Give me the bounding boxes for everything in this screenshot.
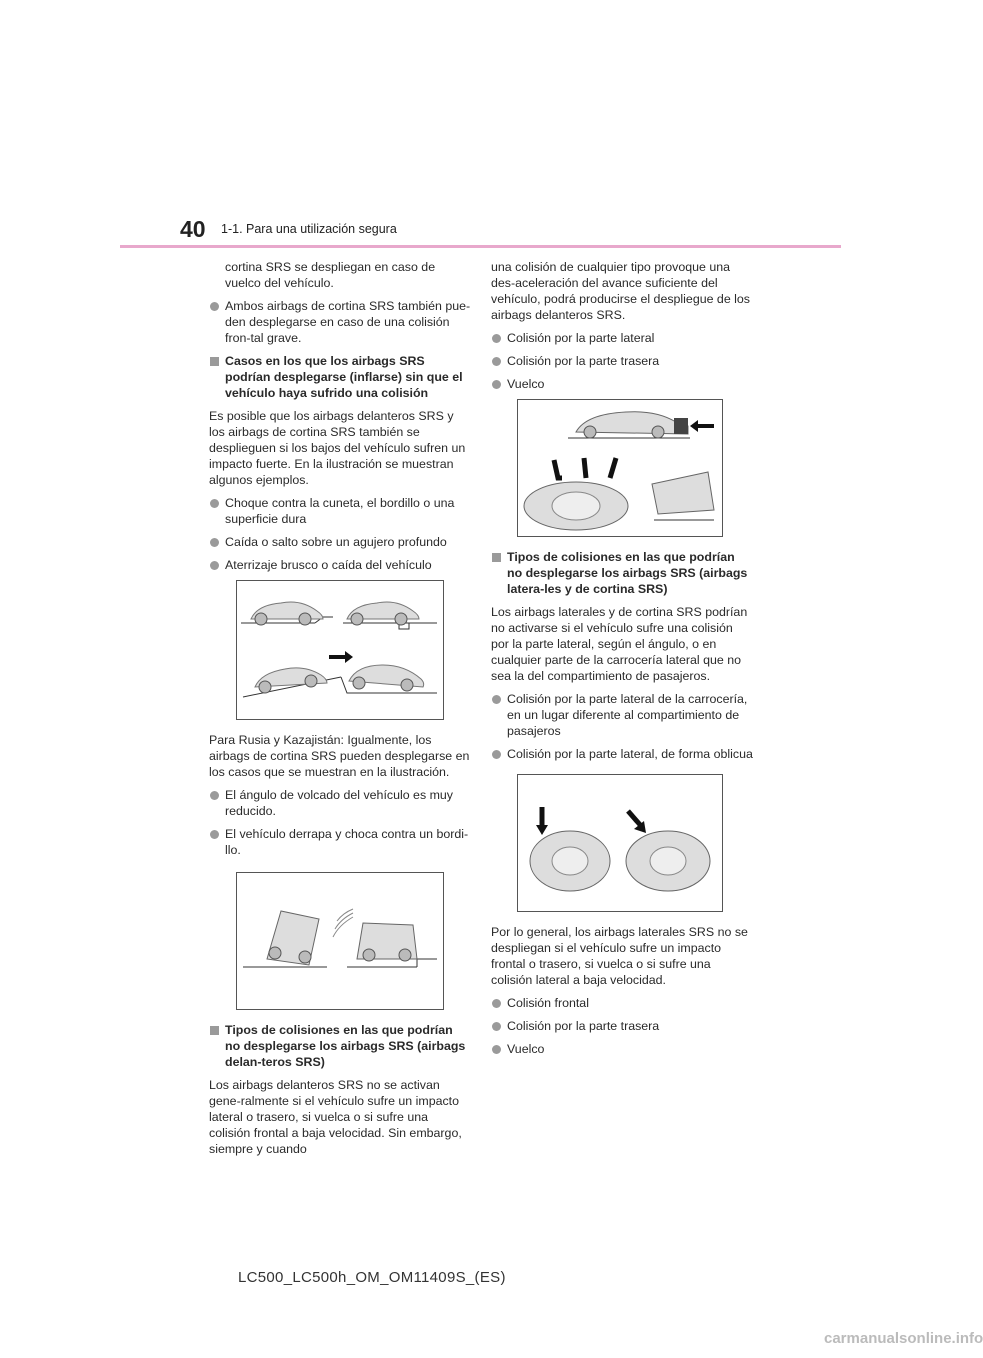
bullet-item: Vuelco bbox=[491, 1041, 753, 1057]
paragraph: cortina SRS se despliegan en caso de vuelco del vehículo. bbox=[225, 260, 436, 290]
bullet-icon bbox=[210, 561, 219, 570]
bullet-icon bbox=[492, 999, 501, 1008]
bullet-icon bbox=[492, 1022, 501, 1031]
bullet-item: Colisión por la parte trasera bbox=[491, 1018, 753, 1034]
paragraph: Los airbags laterales y de cortina SRS podrían no activarse si el vehículo sufre una colisión por la parte lateral, según el ángulo, o en cualquier parte de la carrocería lateral que no sea la del compartimiento de pasajeros. bbox=[491, 605, 748, 683]
header-rule bbox=[120, 245, 841, 248]
left-column bbox=[209, 259, 471, 1164]
bullet-item: Vuelco bbox=[491, 376, 753, 392]
bullet-item: Aterrizaje brusco o caída del vehículo bbox=[209, 557, 471, 573]
bullet-item: Colisión frontal bbox=[491, 995, 753, 1011]
illustration-oblique-side-impact bbox=[517, 774, 723, 912]
bullet-item: Colisión por la parte lateral bbox=[491, 330, 753, 346]
bullet-item: Colisión por la parte trasera bbox=[491, 353, 753, 369]
square-bullet-icon bbox=[210, 357, 219, 366]
bullet-item: Colisión por la parte lateral, de forma oblicua bbox=[491, 746, 753, 762]
bullet-icon bbox=[492, 334, 501, 343]
bullet-item: Colisión por la parte lateral de la carrocería, en un lugar diferente al compartimiento de pasajeros bbox=[491, 691, 753, 739]
bullet-icon bbox=[210, 830, 219, 839]
bullet-icon bbox=[492, 357, 501, 366]
bullet-icon bbox=[492, 380, 501, 389]
bullet-item: Ambos airbags de cortina SRS también pue-den desplegarse en caso de una colisión fron-tal grave. bbox=[209, 298, 471, 346]
bullet-icon bbox=[492, 695, 501, 704]
square-bullet-icon bbox=[492, 553, 501, 562]
paragraph: una colisión de cualquier tipo provoque una des-aceleración del avance suficiente del vehículo, podrá producirse el despliegue de los airbags delanteros SRS. bbox=[491, 260, 750, 322]
bullet-item: El ángulo de volcado del vehículo es muy reducido. bbox=[209, 787, 471, 819]
bullet-icon bbox=[210, 791, 219, 800]
illustration-rollover-curb bbox=[236, 872, 444, 1010]
bullet-icon bbox=[492, 1045, 501, 1054]
page-number: 40 bbox=[180, 216, 206, 242]
paragraph: Es posible que los airbags delanteros SRS y los airbags de cortina SRS también se desplieguen si los bajos del vehículo sufren un impacto fuerte. En la ilustración se muestran algunos ejemplos. bbox=[209, 409, 466, 487]
section-title: 1-1. Para una utilización segura bbox=[221, 222, 397, 236]
paragraph: Para Rusia y Kazajistán: Igualmente, los airbags de cortina SRS pueden desplegarse en los casos que se muestran en la ilustración. bbox=[209, 733, 470, 779]
illustration-side-rear-rollover bbox=[517, 399, 723, 537]
subheading: Tipos de colisiones en las que podrían no desplegarse los airbags SRS (airbags latera-les y de cortina SRS) bbox=[491, 549, 753, 597]
bullet-icon bbox=[210, 538, 219, 547]
subheading: Tipos de colisiones en las que podrían no desplegarse los airbags SRS (airbags delan-teros SRS) bbox=[209, 1022, 471, 1070]
bullet-icon bbox=[210, 302, 219, 311]
bullet-icon bbox=[492, 750, 501, 759]
square-bullet-icon bbox=[210, 1026, 219, 1035]
illustration-underbody-impacts bbox=[236, 580, 444, 720]
paragraph: Por lo general, los airbags laterales SRS no se despliegan si el vehículo sufre un impacto frontal o trasero, si vuelca o si sufre una colisión lateral a baja velocidad. bbox=[491, 925, 748, 987]
watermark: carmanualsonline.info bbox=[824, 1330, 983, 1347]
bullet-icon bbox=[210, 499, 219, 508]
bullet-item: Caída o salto sobre un agujero profundo bbox=[209, 534, 471, 550]
paragraph: Los airbags delanteros SRS no se activan gene-ralmente si el vehículo sufre un impacto lateral o trasero, si vuelca o si sufre una colisión frontal a baja velocidad. Sin embargo, siempre y cuando bbox=[209, 1078, 462, 1156]
bullet-item: El vehículo derrapa y choca contra un bordi-llo. bbox=[209, 826, 471, 858]
subheading: Casos en los que los airbags SRS podrían desplegarse (inflarse) sin que el vehículo haya sufrido una colisión bbox=[209, 353, 471, 401]
footer-model-code: LC500_LC500h_OM_OM11409S_(ES) bbox=[238, 1269, 506, 1286]
bullet-item: Choque contra la cuneta, el bordillo o una superficie dura bbox=[209, 495, 471, 527]
right-column bbox=[491, 259, 753, 1064]
